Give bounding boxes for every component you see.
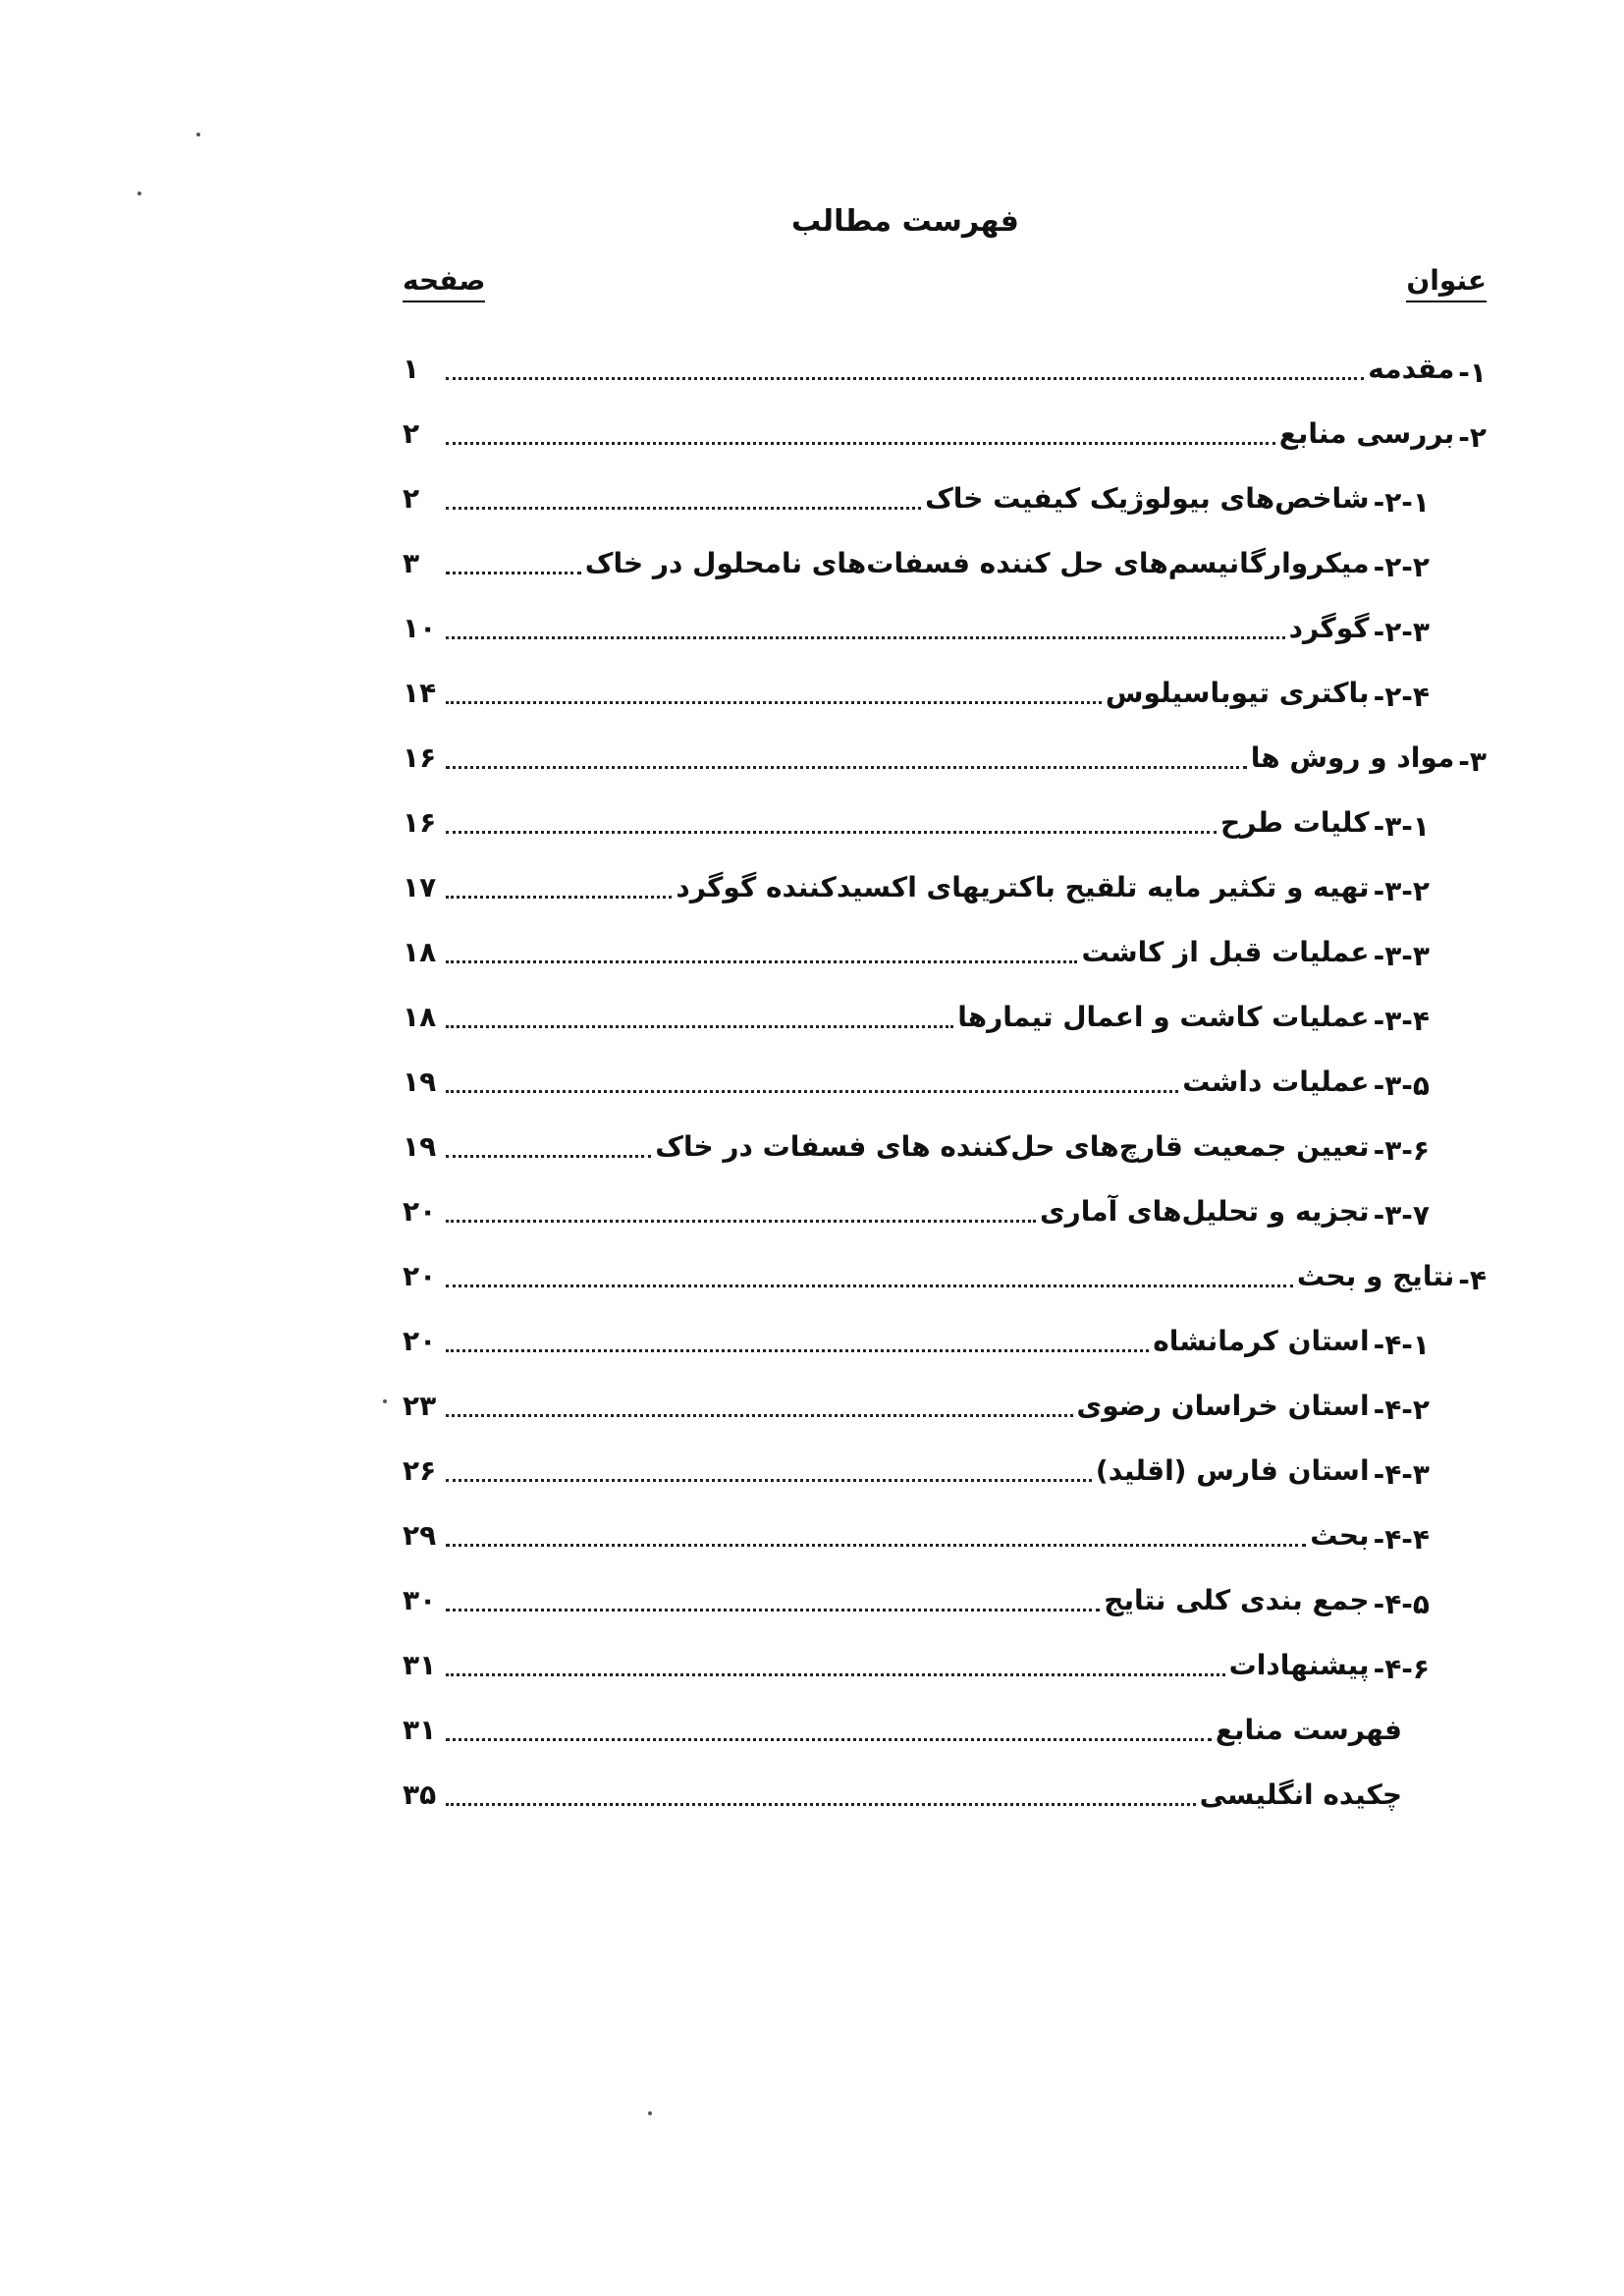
- toc-entry-page: ۱۹: [403, 1066, 437, 1098]
- toc-entry-label: شاخص‌های بیولوژیک کیفیت خاک: [925, 482, 1370, 515]
- toc-entry-label: کلیات طرح: [1220, 806, 1370, 839]
- toc-entry[interactable]: [403, 648, 1487, 713]
- toc-entry[interactable]: [403, 713, 1487, 778]
- toc-entry[interactable]: [403, 1231, 1487, 1296]
- toc-entry-page: ۲۰: [403, 1195, 437, 1228]
- toc-entry-page: ۱۰: [403, 612, 437, 644]
- toc-entry-page: ۳۱: [403, 1714, 437, 1746]
- toc-entry-label: نتایج و بحث: [1296, 1260, 1455, 1292]
- toc-entry-page: ۱۷: [403, 871, 437, 903]
- dot-leader: [446, 1803, 1196, 1806]
- toc-entry-label: تعیین جمعیت قارچ‌های حل‌کننده های فسفات در خاک: [655, 1130, 1370, 1163]
- toc-entry-label: پیشنهادات: [1228, 1649, 1370, 1681]
- dot-leader: [446, 1479, 1092, 1482]
- toc-entry-page: ۱۸: [403, 936, 437, 968]
- toc-entry-label: بحث: [1310, 1519, 1370, 1552]
- dot-leader: [446, 1544, 1306, 1547]
- column-header-title: عنوان: [1406, 263, 1487, 302]
- dot-leader: [446, 1414, 1073, 1417]
- dot-leader: [446, 1673, 1225, 1676]
- toc-entry-number: ۳-۷-: [1373, 1199, 1430, 1231]
- toc-entry[interactable]: [403, 1296, 1487, 1361]
- toc-entry-number: ۳-: [1458, 745, 1487, 778]
- toc-entry[interactable]: [403, 454, 1487, 519]
- toc-entry[interactable]: [403, 1620, 1487, 1685]
- dot-leader: [446, 766, 1247, 769]
- toc-entry-number: ۲-: [1458, 421, 1487, 454]
- dot-leader: [446, 1609, 1100, 1612]
- toc-entry-number: ۳-۲-: [1373, 875, 1430, 907]
- toc-entry-number: ۴-۵-: [1373, 1588, 1430, 1620]
- toc-entry-number: ۴-۱-: [1373, 1329, 1430, 1361]
- toc-entry[interactable]: [403, 389, 1487, 454]
- scan-speck: [137, 191, 141, 195]
- dot-leader: [446, 1349, 1149, 1352]
- toc-entry-number: ۴-۶-: [1373, 1653, 1430, 1685]
- scan-speck: [196, 133, 200, 137]
- toc-entry-number: ۲-۴-: [1373, 681, 1430, 713]
- toc-entry-page: ۳۰: [403, 1584, 437, 1616]
- scan-speck: [383, 1399, 387, 1403]
- toc-entry-page: ۳۵: [403, 1778, 437, 1811]
- toc-entry-page: ۱۴: [403, 677, 437, 709]
- toc-entry-label: بررسی منابع: [1278, 417, 1455, 450]
- dot-leader: [446, 960, 1077, 963]
- toc-entry[interactable]: [403, 324, 1487, 389]
- toc-entry-label: تهیه و تکثیر مایه تلقیح باکتریهای اکسیدکننده گوگرد: [676, 871, 1370, 903]
- toc-entry-label: استان فارس (اقلید): [1095, 1454, 1370, 1487]
- toc-entry[interactable]: [403, 519, 1487, 583]
- dot-leader: [446, 572, 581, 574]
- toc-entry-label: عملیات داشت: [1182, 1066, 1370, 1098]
- dot-leader: [446, 701, 1102, 704]
- toc-entry-page: ۱۶: [403, 806, 437, 839]
- toc-entry-label: تجزیه و تحلیل‌های آماری: [1039, 1195, 1370, 1228]
- toc-entry[interactable]: [403, 778, 1487, 843]
- toc-entry-number: ۲-۲-: [1373, 551, 1430, 583]
- toc-entry-label: جمع بندی کلی نتایج: [1104, 1584, 1370, 1616]
- toc-entry-label: استان کرمانشاه: [1153, 1325, 1370, 1357]
- toc-entry-page: ۲: [403, 482, 420, 515]
- toc-entry-number: ۴-۴-: [1373, 1523, 1430, 1556]
- dot-leader: [446, 1090, 1178, 1093]
- toc-entry-label: عملیات کاشت و اعمال تیمارها: [957, 1001, 1370, 1033]
- dot-leader: [446, 1220, 1036, 1223]
- toc-entry-page: ۲: [403, 417, 420, 450]
- toc-entry-page: ۱۹: [403, 1130, 437, 1163]
- toc-entry-number: ۱-: [1458, 356, 1487, 389]
- toc-entry[interactable]: [403, 1167, 1487, 1231]
- toc-entry[interactable]: [403, 1750, 1487, 1815]
- dot-leader: [446, 896, 672, 899]
- toc-entry[interactable]: [403, 1426, 1487, 1491]
- column-header-page: صفحه: [403, 263, 485, 302]
- toc-entry-page: ۱۶: [403, 741, 437, 774]
- toc-entry-number: ۴-۳-: [1373, 1458, 1430, 1491]
- toc-entry-label: میکروارگانیسم‌های حل کننده فسفات‌های نامحلول در خاک: [584, 547, 1370, 579]
- toc-entry-label: فهرست منابع: [1215, 1714, 1402, 1746]
- toc-entry-label: گوگرد: [1288, 612, 1370, 644]
- dot-leader: [446, 1025, 953, 1028]
- toc-entry-number: ۳-۳-: [1373, 940, 1430, 972]
- toc-entry-page: ۲۹: [403, 1519, 437, 1552]
- dot-leader: [446, 831, 1217, 834]
- toc-entry-number: ۲-۳-: [1373, 616, 1430, 648]
- toc-entry-label: چکیده انگلیسی: [1199, 1778, 1402, 1811]
- toc-entry-page: ۲۶: [403, 1454, 437, 1487]
- toc-entry[interactable]: [403, 1361, 1487, 1426]
- dot-leader: [446, 1285, 1293, 1287]
- toc-entry-page: ۳۱: [403, 1649, 437, 1681]
- toc-entry-page: ۲۰: [403, 1260, 437, 1292]
- toc-entry[interactable]: [403, 1556, 1487, 1620]
- toc-entry-label: مواد و روش ها: [1250, 741, 1455, 774]
- toc-entry-number: ۴-: [1458, 1264, 1487, 1296]
- toc-entry-number: ۳-۶-: [1373, 1134, 1430, 1167]
- toc-entry-label: استان خراسان رضوی: [1076, 1390, 1370, 1422]
- dot-leader: [446, 636, 1285, 639]
- scan-speck: [648, 2111, 652, 2115]
- page-title: فهرست مطالب: [791, 204, 1019, 239]
- dot-leader: [446, 442, 1275, 445]
- dot-leader: [446, 1738, 1212, 1741]
- toc-entry-page: ۲۰: [403, 1325, 437, 1357]
- dot-leader: [446, 377, 1364, 380]
- toc-entry-page: ۳: [403, 547, 420, 579]
- toc-entry[interactable]: [403, 1102, 1487, 1167]
- toc-entry-page: ۱: [403, 353, 420, 385]
- toc-entry[interactable]: [403, 843, 1487, 907]
- toc-entry-page: ۱۸: [403, 1001, 437, 1033]
- toc-entry[interactable]: [403, 583, 1487, 648]
- toc-entry-number: ۳-۱-: [1373, 810, 1430, 843]
- toc-entry-label: مقدمه: [1368, 353, 1455, 385]
- table-of-contents: [403, 324, 1487, 1815]
- dot-leader: [446, 1155, 651, 1158]
- toc-entry-number: ۲-۱-: [1373, 486, 1430, 519]
- toc-entry-label: عملیات قبل از کاشت: [1081, 936, 1370, 968]
- toc-entry-number: ۳-۵-: [1373, 1069, 1430, 1102]
- dot-leader: [446, 507, 921, 510]
- toc-entry-page: ۲۳: [403, 1390, 437, 1422]
- toc-entry[interactable]: [403, 1037, 1487, 1102]
- toc-entry[interactable]: [403, 1685, 1487, 1750]
- toc-entry[interactable]: [403, 1491, 1487, 1556]
- toc-entry-label: باکتری تیوباسیلوس: [1105, 677, 1370, 709]
- toc-entry-number: ۳-۴-: [1373, 1005, 1430, 1037]
- toc-entry-number: ۴-۲-: [1373, 1394, 1430, 1426]
- toc-entry[interactable]: [403, 972, 1487, 1037]
- toc-entry[interactable]: [403, 907, 1487, 972]
